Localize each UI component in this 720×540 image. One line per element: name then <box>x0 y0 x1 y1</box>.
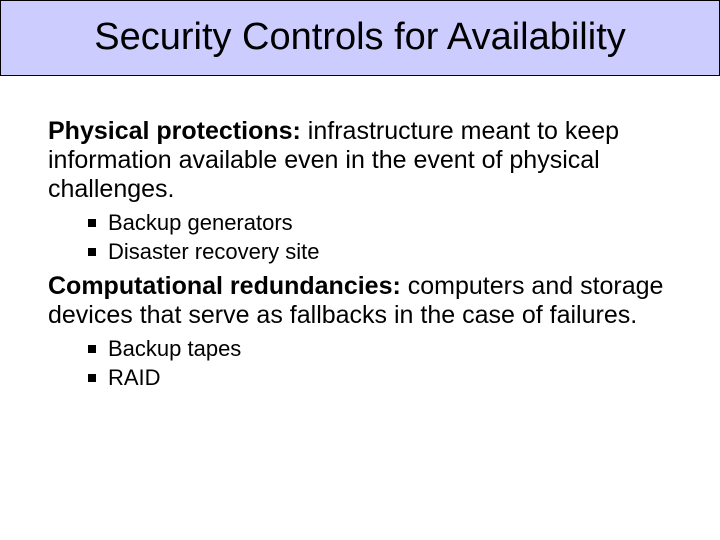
section-computational-redundancies <box>48 272 698 392</box>
square-bullet-icon <box>88 248 96 256</box>
section-term: Computational redundancies: <box>48 272 401 300</box>
list-item <box>88 208 698 237</box>
list-item-label: Backup tapes <box>108 336 242 361</box>
square-bullet-icon <box>88 374 96 382</box>
bullet-list <box>48 334 698 392</box>
square-bullet-icon <box>88 345 96 353</box>
section-paragraph <box>48 117 698 204</box>
list-item-label: Backup generators <box>108 210 293 235</box>
list-item-label: RAID <box>108 365 161 390</box>
section-physical-protections <box>48 117 698 266</box>
square-bullet-icon <box>88 219 96 227</box>
section-paragraph <box>48 272 698 330</box>
section-description: infrastructure meant to keep information available even in the event of physical challenges. <box>48 117 620 203</box>
list-item <box>88 237 698 266</box>
bullet-list <box>48 208 698 266</box>
list-item-label: Disaster recovery site <box>108 239 320 264</box>
section-description: computers and storage devices that serve as fallbacks in the case of failures. <box>48 272 664 329</box>
slide-body <box>48 117 698 398</box>
list-item <box>88 363 698 392</box>
title-bar <box>0 0 720 76</box>
list-item <box>88 334 698 363</box>
section-term: Physical protections: <box>48 117 301 145</box>
slide-title: Security Controls for Availability <box>94 15 626 58</box>
